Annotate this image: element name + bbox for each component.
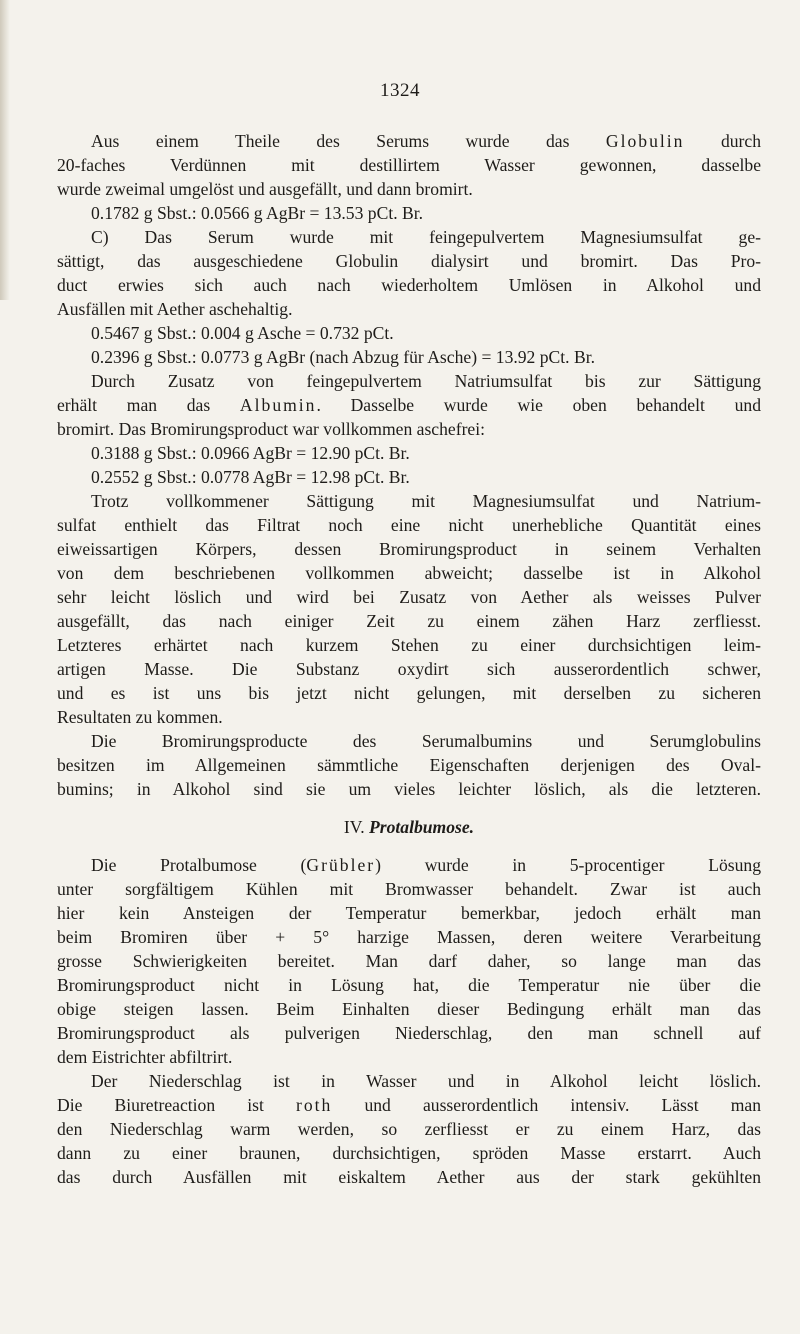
text-line: Bromirungsproduct nicht in Lösung hat, die Temperatur nie über die	[57, 975, 761, 995]
text-line: bromirt. Das Bromirungsproduct war vollkommen aschefrei:	[57, 419, 486, 439]
text-line: dann zu einer braunen, durchsichtigen, spröden Masse erstarrt. Auch	[57, 1143, 761, 1163]
text-line: Bromirungsproduct als pulverigen Niederschlag, den man schnell auf	[57, 1023, 761, 1043]
text-body	[57, 129, 761, 1189]
text-line: Die Protalbumose (Grübler) wurde in 5-procentiger Lösung	[91, 855, 761, 875]
section-heading: IV. Protalbumose.	[343, 817, 475, 837]
text-line: das durch Ausfällen mit eiskaltem Aether aus der stark gekühlten	[57, 1167, 761, 1187]
text-line: von dem beschriebenen vollkommen abweicht; dasselbe ist in Alkohol	[57, 563, 761, 583]
text-line: Durch Zusatz von feingepulvertem Natriumsulfat bis zur Sättigung	[91, 371, 761, 391]
text-line: C) Das Serum wurde mit feingepulvertem Magnesiumsulfat ge-	[91, 227, 761, 247]
text-line: dem Eistrichter abfiltrirt.	[57, 1047, 233, 1067]
measurement-line: 0.1782 g Sbst.: 0.0566 g AgBr = 13.53 pCt. Br.	[91, 203, 424, 223]
text-line: bumins; in Alkohol sind sie um vieles leichter löslich, als die letzteren.	[57, 779, 761, 799]
text-line: duct erwies sich auch nach wiederholtem Umlösen in Alkohol und	[57, 275, 761, 295]
measurement-line: 0.2396 g Sbst.: 0.0773 g AgBr (nach Abzug für Asche) = 13.92 pCt. Br.	[91, 347, 595, 367]
text-line: Trotz vollkommener Sättigung mit Magnesiumsulfat und Natrium-	[91, 491, 761, 511]
text-line: ausgefällt, das nach einiger Zeit zu einem zähen Harz zerfliesst.	[57, 611, 761, 631]
text-line: Letzteres erhärtet nach kurzem Stehen zu einer durchsichtigen leim-	[57, 635, 761, 655]
measurement-line: 0.2552 g Sbst.: 0.0778 AgBr = 12.98 pCt. Br.	[91, 467, 410, 487]
text-line: erhält man das Albumin. Dasselbe wurde wie oben behandelt und	[57, 395, 761, 415]
text-line: sulfat enthielt das Filtrat noch eine nicht unerhebliche Quantität eines	[57, 515, 761, 535]
text-line: Die Bromirungsproducte des Serumalbumins und Serumglobulins	[91, 731, 761, 751]
text-line: sehr leicht löslich und wird bei Zusatz von Aether als weisses Pulver	[57, 587, 761, 607]
text-line: grosse Schwierigkeiten bereitet. Man darf daher, so lange man das	[57, 951, 761, 971]
page-edge-shadow	[0, 0, 10, 300]
text-line: 20-faches Verdünnen mit destillirtem Wasser gewonnen, dasselbe	[57, 155, 761, 175]
text-line: beim Bromiren über + 5° harzige Massen, deren weitere Verarbeitung	[57, 927, 761, 947]
text-line: Die Biuretreaction ist roth und ausserordentlich intensiv. Lässt man	[57, 1095, 761, 1115]
text-line: den Niederschlag warm werden, so zerfliesst er zu einem Harz, das	[57, 1119, 761, 1139]
text-line: Ausfällen mit Aether aschehaltig.	[57, 299, 293, 319]
text-line: wurde zweimal umgelöst und ausgefällt, und dann bromirt.	[57, 179, 473, 199]
text-line: artigen Masse. Die Substanz oxydirt sich ausserordentlich schwer,	[57, 659, 761, 679]
text-line: und es ist uns bis jetzt nicht gelungen, mit derselben zu sicheren	[57, 683, 761, 703]
page-number: 1324	[380, 80, 420, 101]
text-line: Aus einem Theile des Serums wurde das Globulin durch	[91, 131, 761, 151]
measurement-line: 0.5467 g Sbst.: 0.004 g Asche = 0.732 pCt.	[91, 323, 394, 343]
text-line: hier kein Ansteigen der Temperatur bemerkbar, jedoch erhält man	[57, 903, 761, 923]
measurement-line: 0.3188 g Sbst.: 0.0966 AgBr = 12.90 pCt. Br.	[91, 443, 410, 463]
text-line: besitzen im Allgemeinen sämmtliche Eigenschaften derjenigen des Oval-	[57, 755, 761, 775]
text-line: unter sorgfältigem Kühlen mit Bromwasser behandelt. Zwar ist auch	[57, 879, 761, 899]
text-line: Resultaten zu kommen.	[57, 707, 223, 727]
text-line: sättigt, das ausgeschiedene Globulin dialysirt und bromirt. Das Pro-	[57, 251, 761, 271]
text-line: Der Niederschlag ist in Wasser und in Alkohol leicht löslich.	[91, 1071, 761, 1091]
text-line: eiweissartigen Körpers, dessen Bromirungsproduct in seinem Verhalten	[57, 539, 761, 559]
text-line: obige steigen lassen. Beim Einhalten dieser Bedingung erhält man das	[57, 999, 761, 1019]
